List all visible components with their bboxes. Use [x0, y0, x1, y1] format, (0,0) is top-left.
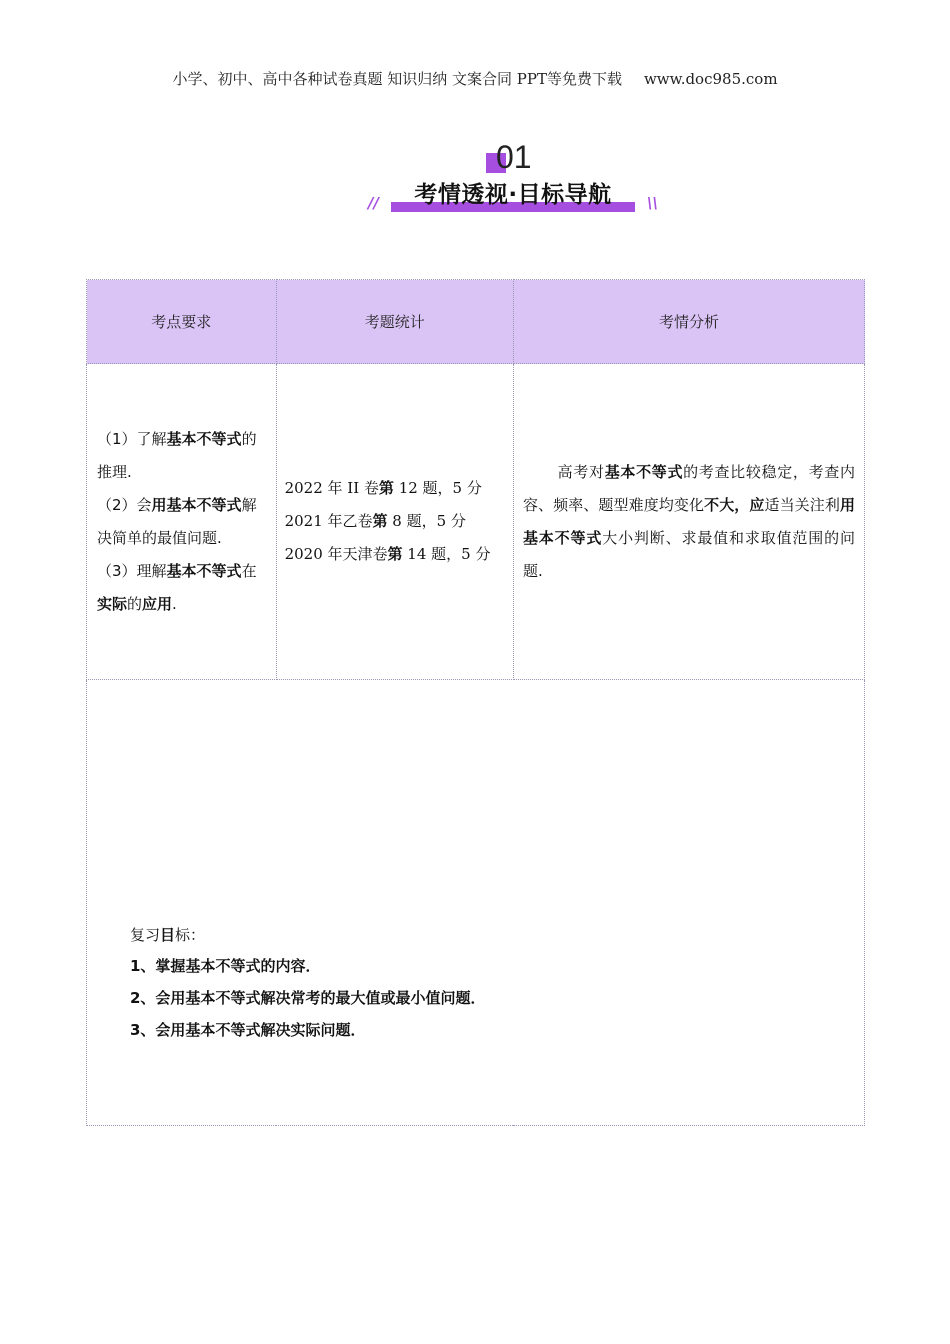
page-header: [0, 68, 950, 89]
section-title-banner: [368, 178, 658, 218]
stat-item: 2022 年 II 卷第 12 题，5 分: [284, 479, 482, 497]
header-text: 小学、初中、高中各种试卷真题 知识归纳 文案合同 PPT等免费下载: [172, 70, 622, 88]
table-header-row: [87, 280, 865, 364]
header-analysis: 考情分析: [513, 280, 864, 364]
section-title: 考情透视·目标导航: [414, 182, 612, 208]
slash-left-icon: //: [368, 194, 379, 212]
goal-item: 1、掌握基本不等式的内容．: [130, 956, 321, 975]
analysis-cell: [513, 364, 864, 680]
section-number: 01: [496, 139, 532, 175]
requirement-item: （1）了解基本不等式的推理.: [97, 429, 257, 481]
goal-item: 3、会用基本不等式解决实际问题．: [130, 1020, 366, 1039]
header-statistics: 考题统计: [276, 280, 513, 364]
stat-item: 2020 年天津卷第 14 题，5 分: [284, 545, 491, 563]
goals-cell: [87, 680, 865, 1126]
analysis-paragraph: 高考对基本不等式的考查比较稳定，考查内容、频率、题型难度均变化不大，应适当关注利用基本不等式大小判断、求最值和求取值范围的问题.: [522, 462, 855, 580]
goals-row: [87, 680, 865, 1126]
goals-title: 复习目标：: [130, 925, 206, 944]
statistics-cell: [276, 364, 513, 680]
table-row: [87, 364, 865, 680]
requirements-cell: [87, 364, 277, 680]
exam-analysis-table: [86, 279, 865, 1126]
requirement-item: （2）会用基本不等式解决简单的最值问题.: [97, 495, 257, 547]
stat-item: 2021 年乙卷第 8 题，5 分: [284, 512, 466, 530]
header-requirements: 考点要求: [87, 280, 277, 364]
goal-item: 2、会用基本不等式解决常考的最大值或最小值问题．: [130, 988, 486, 1007]
slash-right-icon: \\: [647, 194, 658, 212]
requirement-item: （3）理解基本不等式在实际的应用.: [97, 561, 257, 613]
header-site: www.doc985.com: [643, 70, 778, 88]
